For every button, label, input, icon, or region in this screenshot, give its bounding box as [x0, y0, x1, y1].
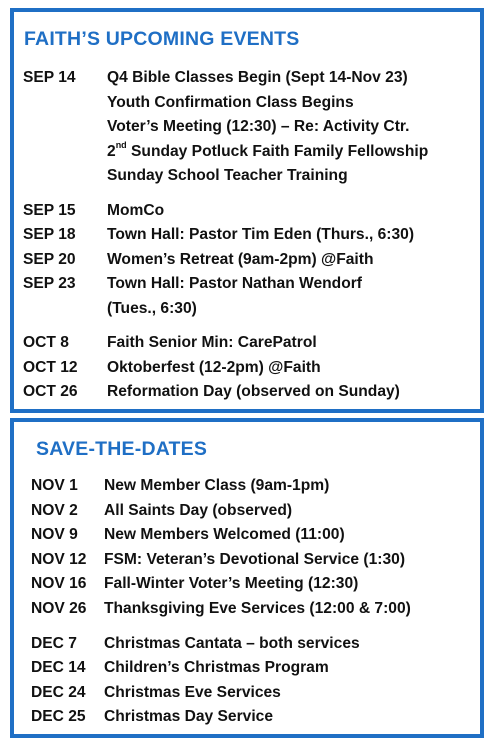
event-description: MomCo — [107, 201, 165, 219]
event-date: OCT 26 — [23, 383, 78, 400]
event-description: Fall-Winter Voter’s Meeting (12:30) — [104, 575, 359, 593]
save-the-dates-panel — [10, 418, 484, 738]
upcoming-events-panel — [10, 8, 484, 413]
event-date: DEC 14 — [31, 659, 86, 677]
event-date: OCT 12 — [23, 358, 78, 376]
event-date: DEC 7 — [31, 634, 77, 652]
event-date: SEP 18 — [23, 226, 76, 243]
event-description: Faith Senior Min: CarePatrol — [107, 334, 317, 351]
event-description: Christmas Day Service — [104, 708, 274, 726]
event-description: Thanksgiving Eve Services (12:00 & 7:00) — [104, 600, 411, 617]
event-description: (Tues., 6:30) — [107, 299, 197, 317]
event-description: Christmas Cantata – both services — [104, 634, 360, 652]
save-the-dates-title: SAVE-THE-DATES — [36, 438, 208, 460]
event-description: Christmas Eve Services — [104, 683, 281, 701]
event-date: SEP 14 — [23, 69, 76, 86]
event-description: New Members Welcomed (11:00) — [104, 526, 345, 544]
event-description: Women’s Retreat (9am-2pm) @Faith — [107, 250, 374, 268]
event-description: Town Hall: Pastor Tim Eden (Thurs., 6:30) — [107, 226, 415, 243]
event-date: SEP 23 — [23, 275, 76, 292]
event-date: NOV 2 — [31, 501, 78, 519]
event-date: SEP 15 — [23, 201, 76, 219]
event-description: FSM: Veteran’s Devotional Service (1:30) — [104, 550, 406, 568]
event-date: NOV 1 — [31, 477, 78, 494]
event-description: Q4 Bible Classes Begin (Sept 14-Nov 23) — [107, 69, 408, 86]
event-description: Oktoberfest (12-2pm) @Faith — [107, 358, 321, 376]
event-description: New Member Class (9am-1pm) — [104, 477, 330, 494]
event-description: Voter’s Meeting (12:30) – Re: Activity Ctr. — [107, 118, 410, 135]
event-description: Youth Confirmation Class Begins — [107, 93, 354, 111]
event-description: Sunday School Teacher Training — [107, 167, 348, 184]
event-date: NOV 9 — [31, 526, 78, 544]
event-description: Town Hall: Pastor Nathan Wendorf — [107, 275, 362, 292]
event-date: NOV 12 — [31, 550, 87, 568]
event-description: All Saints Day (observed) — [104, 501, 293, 519]
event-description: 2nd Sunday Potluck Faith Family Fellowship — [107, 140, 429, 160]
event-date: OCT 8 — [23, 334, 69, 351]
event-date: DEC 25 — [31, 708, 86, 726]
event-date: DEC 24 — [31, 683, 86, 701]
event-date: NOV 16 — [31, 575, 87, 593]
event-date: NOV 26 — [31, 600, 87, 617]
event-date: SEP 20 — [23, 250, 76, 268]
upcoming-events-title: FAITH’S UPCOMING EVENTS — [24, 28, 300, 50]
event-description: Children’s Christmas Program — [104, 659, 329, 677]
event-description: Reformation Day (observed on Sunday) — [107, 383, 400, 400]
